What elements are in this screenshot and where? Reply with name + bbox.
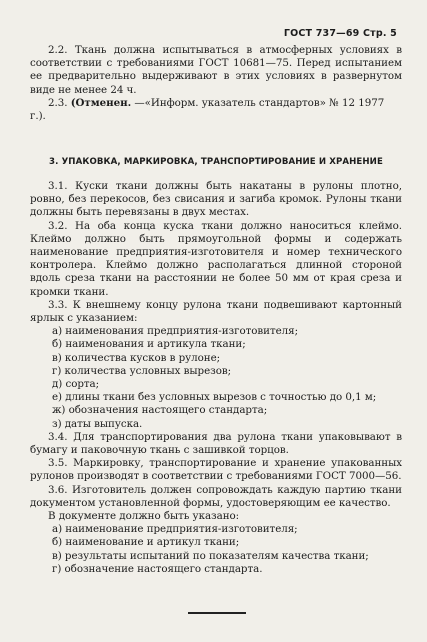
paragraph-3-4: 3.4. Для транспортирования два рулона ткани упаковывают в бумагу и паковочную ткань с зашивкой торцов. <box>30 430 402 457</box>
page-header: ГОСТ 737—69 Стр. 5 <box>283 28 397 39</box>
list-item: б) наименование и артикул ткани; <box>52 536 240 549</box>
list-item: в) количества кусков в рулоне; <box>52 351 221 364</box>
list-item: з) даты выпуска. <box>52 417 143 430</box>
list-item: г) обозначение настоящего стандарта. <box>52 562 263 575</box>
paragraph-2-2: 2.2. Ткань должна испытываться в атмосферных условиях в соответствии с требованиями ГОСТ 10681—75. Перед испытанием ее предварительно выдерживают в этих условиях в развернутом виде не менее 24 ч. <box>30 44 402 96</box>
list-item: а) наименования предприятия-изготовителя; <box>52 325 299 338</box>
document-contents-list <box>30 523 402 576</box>
paragraph-3-2: 3.2. На оба конца куска ткани должно наноситься клеймо. Клеймо должно быть прямоугольной формы и содержать наименование предприятия-изготовителя и номер технического контролера. Клеймо должно располагаться длинной стороной вдоль среза ткани на расстоянии не более 50 мм от края среза и кромки ткани. <box>30 219 402 298</box>
paragraph-3-6: 3.6. Изготовитель должен сопровождать каждую партию ткани документом установленной формы, удостоверяющим ее качество. <box>30 483 402 509</box>
paragraph-2-3-reference: —«Информ. указатель стандартов» № 12 1977 г.). <box>30 96 385 123</box>
label-contents-list <box>30 325 402 431</box>
list-item: е) длины ткани без условных вырезов с точностью до 0,1 м; <box>52 391 377 404</box>
list-item: в) результаты испытаний по показателям качества ткани; <box>52 549 369 562</box>
paragraph-3-1: 3.1. Куски ткани должны быть накатаны в рулоны плотно, ровно, без перекосов, без свисания и загиба кромок. Рулоны ткани должны быть перевязаны в двух местах. <box>30 180 402 219</box>
paragraph-3-5: 3.5. Маркировку, транспортирование и хранение упакованных рулонов производят в соответствии с требованиями ГОСТ 7000—56. <box>30 457 402 483</box>
list-item: г) количества условных вырезов; <box>52 364 232 377</box>
section-3-heading: 3. УПАКОВКА, МАРКИРОВКА, ТРАНСПОРТИРОВАНИЕ И ХРАНЕНИЕ <box>49 157 383 167</box>
paragraph-2-3-cancelled: (Отменен. <box>70 96 132 109</box>
list-item: ж) обозначения настоящего стандарта; <box>52 404 268 417</box>
list-item: б) наименования и артикула ткани; <box>52 338 246 351</box>
list-item: д) сорта; <box>52 378 100 391</box>
section-3-text <box>30 180 402 576</box>
paragraph-3-3: 3.3. К внешнему концу рулона ткани подвешивают картонный ярлык с указанием: <box>30 298 402 325</box>
paragraph-2-3 <box>30 97 402 123</box>
end-divider <box>188 612 246 614</box>
section-2-text <box>30 44 402 123</box>
paragraph-document-contents: В документе должно быть указано: <box>48 510 240 523</box>
paragraph-2-3-number: 2.3. <box>48 96 68 109</box>
list-item: а) наименование предприятия-изготовителя; <box>52 523 298 536</box>
